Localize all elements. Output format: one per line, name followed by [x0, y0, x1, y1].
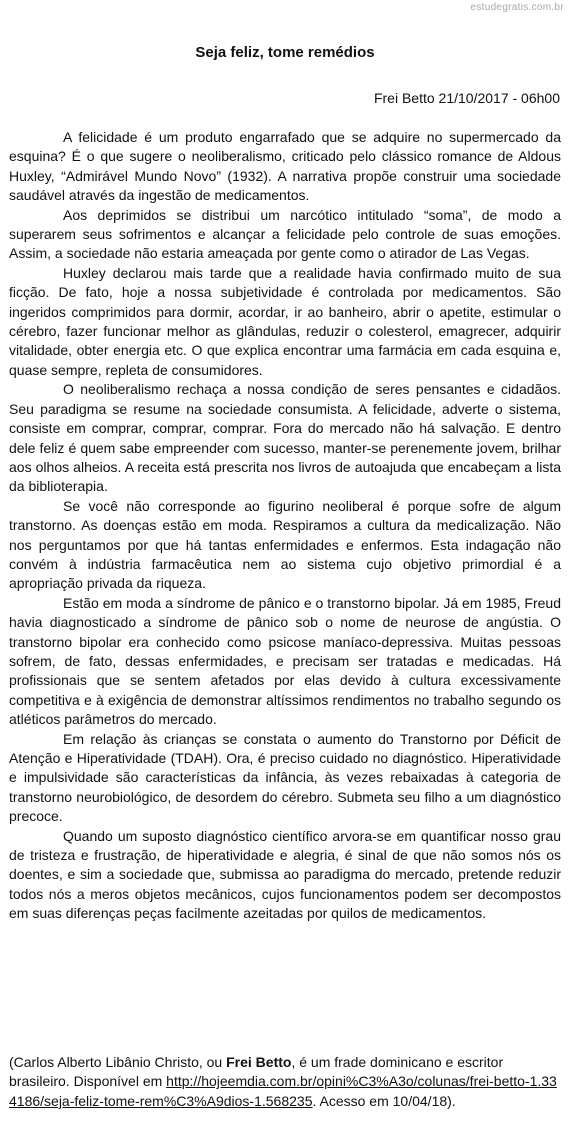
source-middle: , é um frade dominicano e escritor brasileiro. Disponível em: [9, 1054, 504, 1090]
source-author: Frei Betto: [226, 1054, 292, 1070]
source-prefix: (Carlos Alberto Libânio Christo, ou: [9, 1054, 227, 1070]
article-byline: Frei Betto 21/10/2017 - 06h00: [373, 90, 560, 106]
source-citation: [9, 1053, 561, 1111]
article-body: [9, 128, 561, 924]
paragraph: Huxley declarou mais tarde que a realidade havia confirmado muito de sua ficção. De fato, hoje a nossa subjetividade é controlada por medicamentos. São ingeridos comprimidos para dormir, acordar, ir ao banheiro, abrir o apetite, estimular o cérebro, fazer funcionar melhor as glândulas, reduzir o colesterol, emagrecer, adquirir vitalidade, obter energia etc. O que explica encontrar uma farmácia em cada esquina e, quase sempre, repleta de consumidores.: [9, 264, 561, 378]
paragraph: Se você não corresponde ao figurino neoliberal é porque sofre de algum transtorno. As doenças estão em moda. Respiramos a cultura da medicalização. Não nos perguntamos por que há tantas enfermidades e enfermos. Esta indagação não convém à indústria farmacêutica nem ao sistema cujo objetivo primordial é a apropriação privada da riqueza.: [9, 497, 561, 592]
article-title: Seja feliz, tome remédios: [195, 44, 375, 61]
paragraph: Estão em moda a síndrome de pânico e o transtorno bipolar. Já em 1985, Freud havia diagnosticado a síndrome de pânico sob o nome de neurose de angústia. O transtorno bipolar era conhecido como psicose maníaco-depressiva. Muitas pessoas sofrem, de fato, dessas enfermidades, e precisam ser tratadas e medicadas. Há profissionais que se sentem afetados por elas devido à cultura excessivamente competitiva e à exigência de demonstrar altíssimos rendimentos no trabalho segundo os atléticos parâmetros do mercado.: [9, 594, 561, 728]
paragraph: Quando um suposto diagnóstico científico arvora-se em quantificar nosso grau de tristeza e frustração, de hiperatividade e alegria, é sinal de que não somos nós os doentes, e sim a sociedade que, submissa ao paradigma do mercado, pretende reduzir todos nós a meros objetos mecânicos, cujos funcionamentos podem ser decompostos em suas diferenças peças facilmente azeitadas por quilos de medicamentos.: [9, 827, 561, 922]
paragraph: A felicidade é um produto engarrafado que se adquire no supermercado da esquina? É o que sugere o neoliberalismo, criticado pelo clássico romance de Aldous Huxley, “Admirável Mundo Novo” (1932). A narrativa propõe construir uma sociedade saudável através da ingestão de medicamentos.: [9, 129, 561, 204]
paragraph: O neoliberalismo rechaça a nossa condição de seres pensantes e cidadãos. Seu paradigma se resume na sociedade consumista. A felicidade, adverte o sistema, consiste em comprar, comprar, comprar. Fora do mercado não há salvação. E dentro dele feliz é quem sabe empreender com sucesso, manter-se perenemente jovem, brilhar aos olhos alheios. A receita está prescrita nos livros de autoajuda que encabeçam a lista da biblioterapia.: [9, 381, 561, 495]
site-watermark: estudegratis.com.br: [470, 2, 564, 13]
source-suffix: . Acesso em 10/04/18).: [312, 1092, 456, 1109]
paragraph: Em relação às crianças se constata o aumento do Transtorno por Déficit de Atenção e Hiperatividade (TDAH). Ora, é preciso cuidado no diagnóstico. Hiperatividade e impulsividade são características da infância, às vezes rebaixadas à categoria de transtorno neurobiológico, de desordem do cérebro. Submeta seu filho a um diagnóstico precoce.: [9, 730, 561, 825]
paragraph: Aos deprimidos se distribui um narcótico intitulado “soma”, de modo a superarem seus sofrimentos e alcançar a felicidade pelo controle de suas emoções. Assim, a sociedade não estaria ameaçada por gente como o atirador de Las Vegas.: [9, 206, 561, 262]
source-link[interactable]: http://hojeemdia.com.br/opini%C3%A3o/colunas/frei-betto-1.334186/seja-feliz-tome-rem%C3%A9dios-1.568235: [9, 1073, 557, 1109]
